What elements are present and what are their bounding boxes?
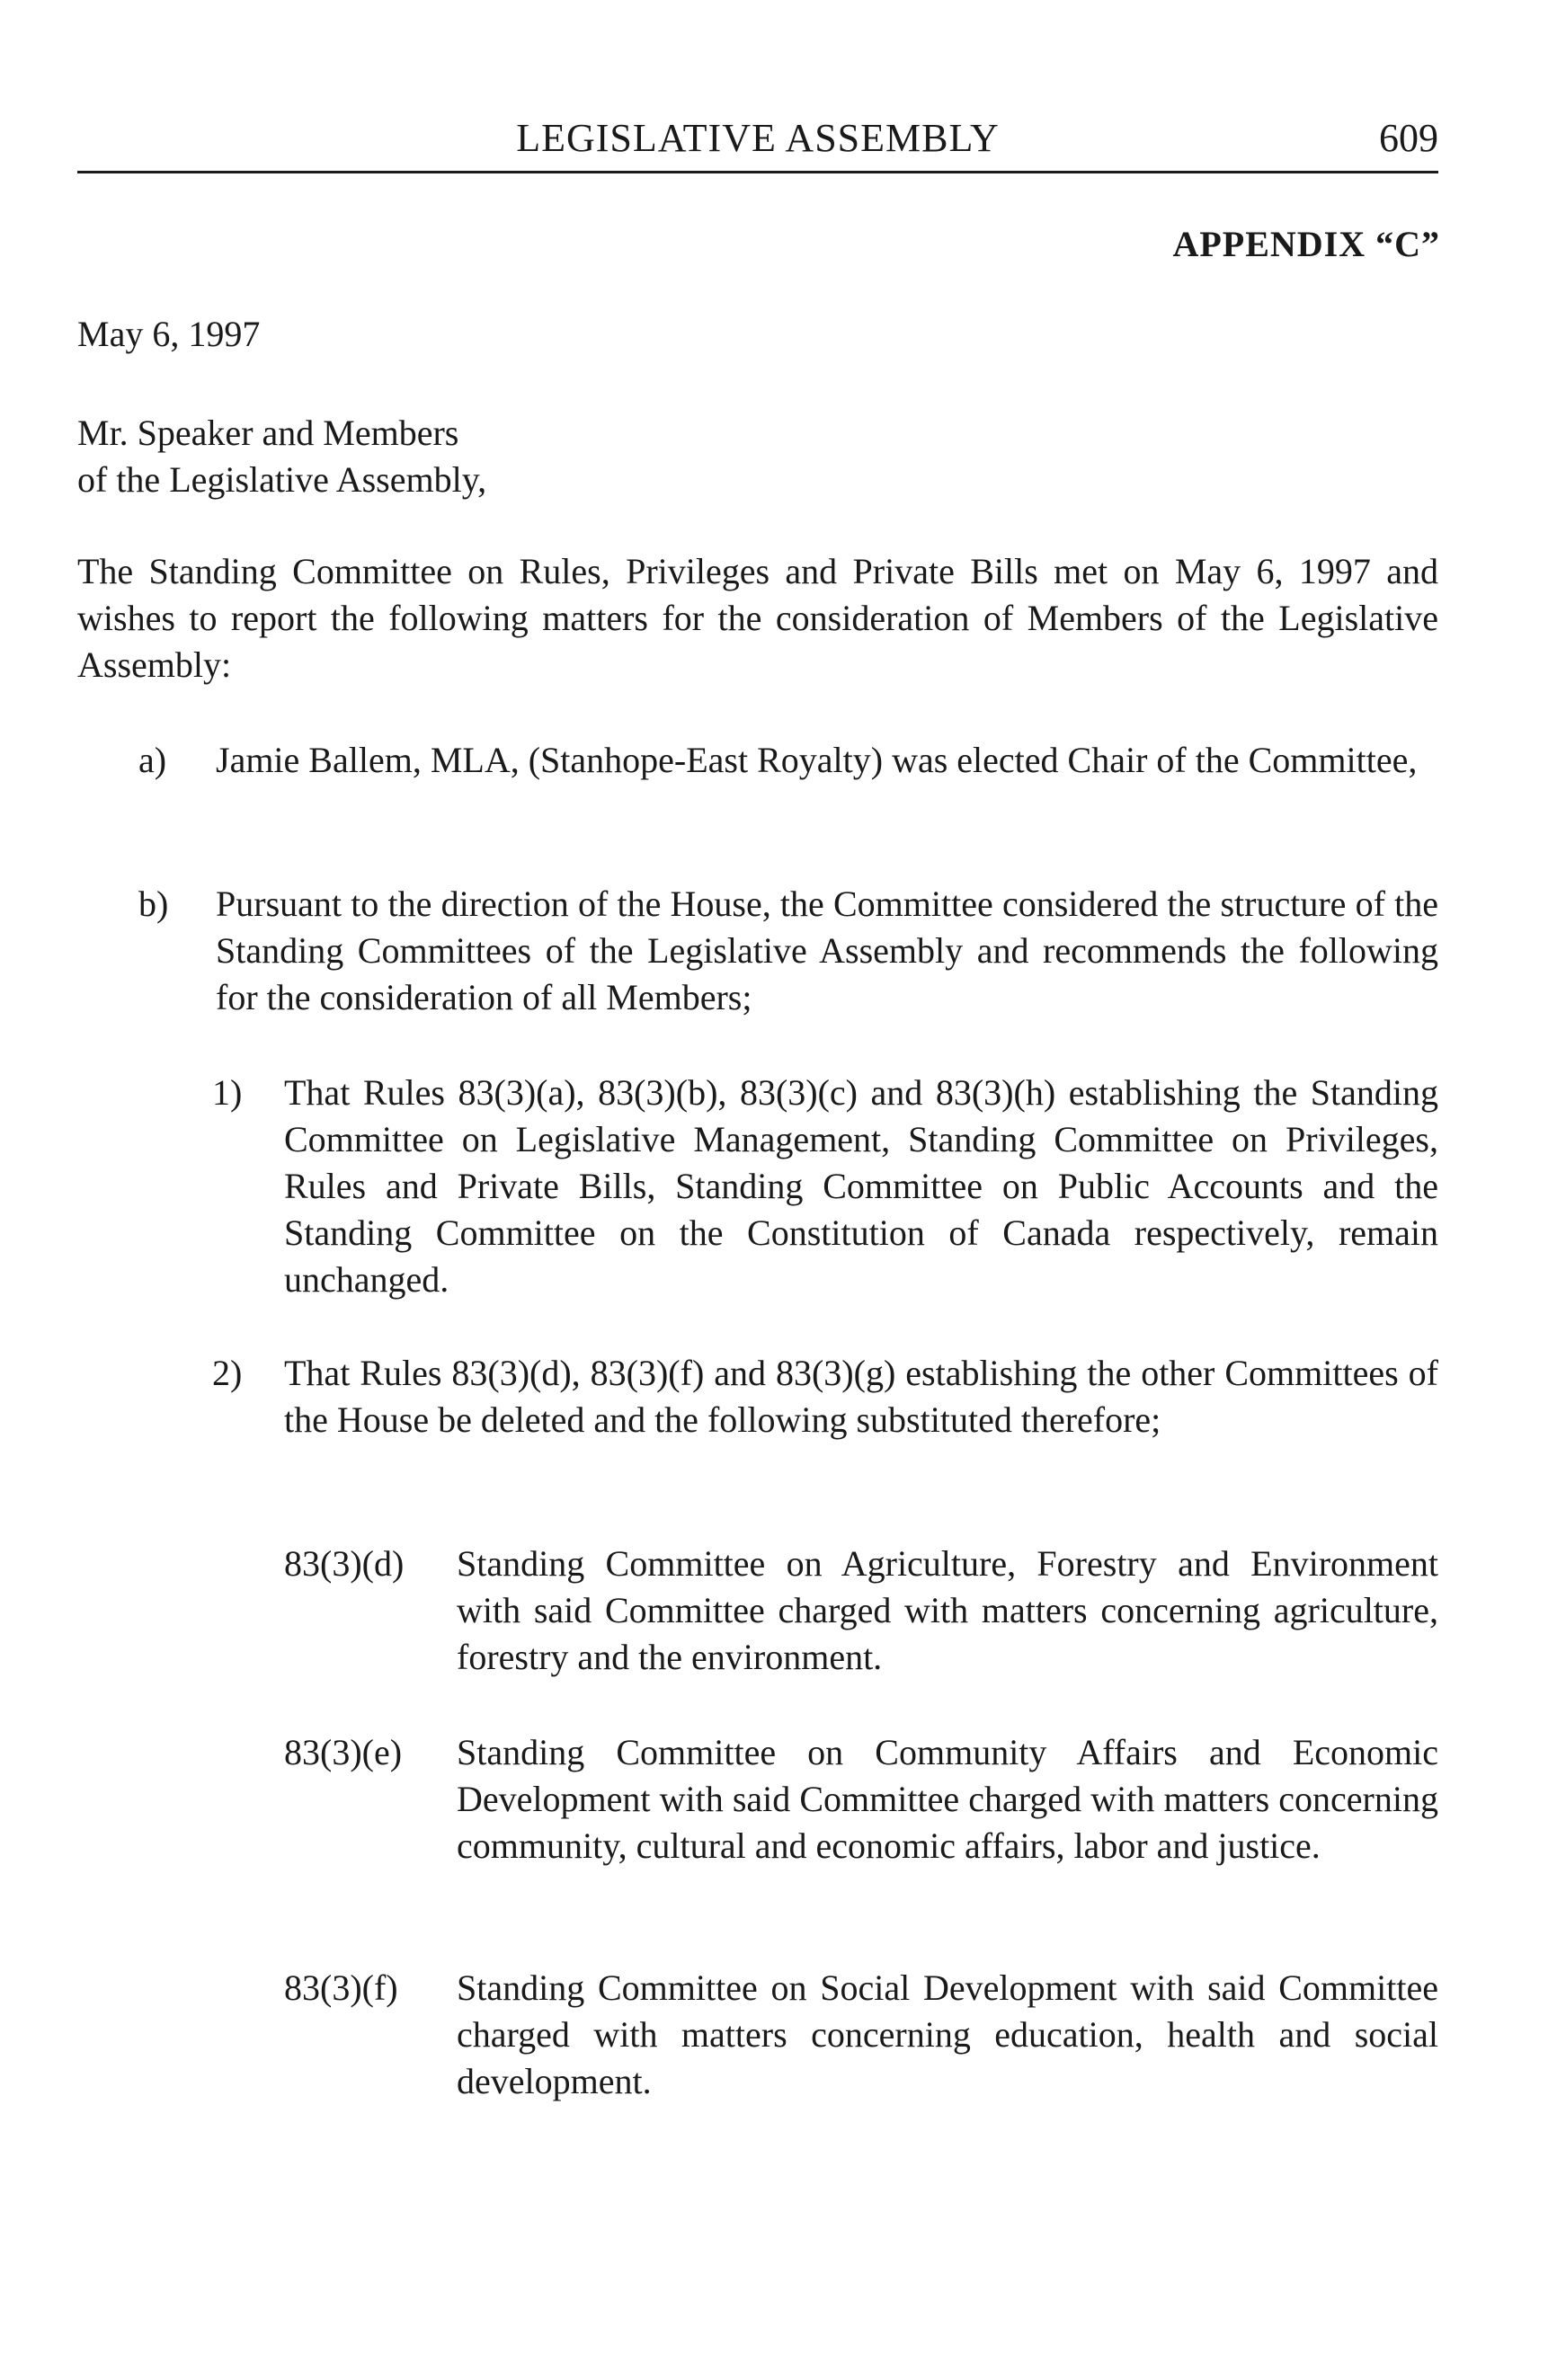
recommendation-2-text: That Rules 83(3)(d), 83(3)(f) and 83(3)(g) establishing the other Committees of the House be deleted and the following substituted therefore;	[284, 1353, 1438, 1440]
item-a-text: Jamie Ballem, MLA, (Stanhope-East Royalty) was elected Chair of the Committee,	[216, 740, 1418, 780]
recommendation-1-marker: 1)	[212, 1072, 243, 1113]
rule-83-3-d-text: Standing Committee on Agriculture, Forestry and Environment with said Committee charged with matters concerning agriculture, forestry and the environment.	[457, 1543, 1438, 1677]
page-number: 609	[1379, 116, 1438, 160]
report-date: May 6, 1997	[77, 314, 261, 354]
running-title: LEGISLATIVE ASSEMBLY	[516, 116, 1000, 160]
salutation-line-2: of the Legislative Assembly,	[77, 459, 487, 500]
rule-83-3-d-code: 83(3)(d)	[284, 1543, 405, 1584]
rule-83-3-e-code: 83(3)(e)	[284, 1732, 403, 1772]
rule-83-3-f-code: 83(3)(f)	[284, 1967, 398, 2008]
page-header	[77, 115, 1438, 173]
recommendation-1-text: That Rules 83(3)(a), 83(3)(b), 83(3)(c) and 83(3)(h) establishing the Standing Committee on Legislative Management, Standing Committee on Privileges, Rules and Private Bills, Standing Committee on Public Accounts and the Standing Committee on the Constitution of Canada respectively, remain unchanged.	[284, 1072, 1438, 1300]
item-a-marker: a)	[138, 740, 167, 780]
appendix-heading: APPENDIX “C”	[1172, 224, 1440, 264]
salutation	[77, 410, 486, 503]
rule-83-3-f-text: Standing Committee on Social Development with said Committee charged with matters concerning education, health and social development.	[457, 1967, 1438, 2101]
recommendation-2-marker: 2)	[212, 1353, 243, 1393]
salutation-line-1: Mr. Speaker and Members	[77, 413, 459, 453]
item-b-text: Pursuant to the direction of the House, the Committee considered the structure of the Standing Committees of the Legislative Assembly and recommends the following for the consideration of all Members;	[216, 884, 1438, 1017]
item-b-marker: b)	[138, 884, 169, 924]
intro-paragraph: The Standing Committee on Rules, Privileges and Private Bills met on May 6, 1997 and wishes to report the following matters for the consideration of Members of the Legislative Assembly:	[77, 551, 1438, 685]
rule-83-3-e-text: Standing Committee on Community Affairs and Economic Development with said Committee charged with matters concerning community, cultural and economic affairs, labor and justice.	[457, 1732, 1438, 1866]
